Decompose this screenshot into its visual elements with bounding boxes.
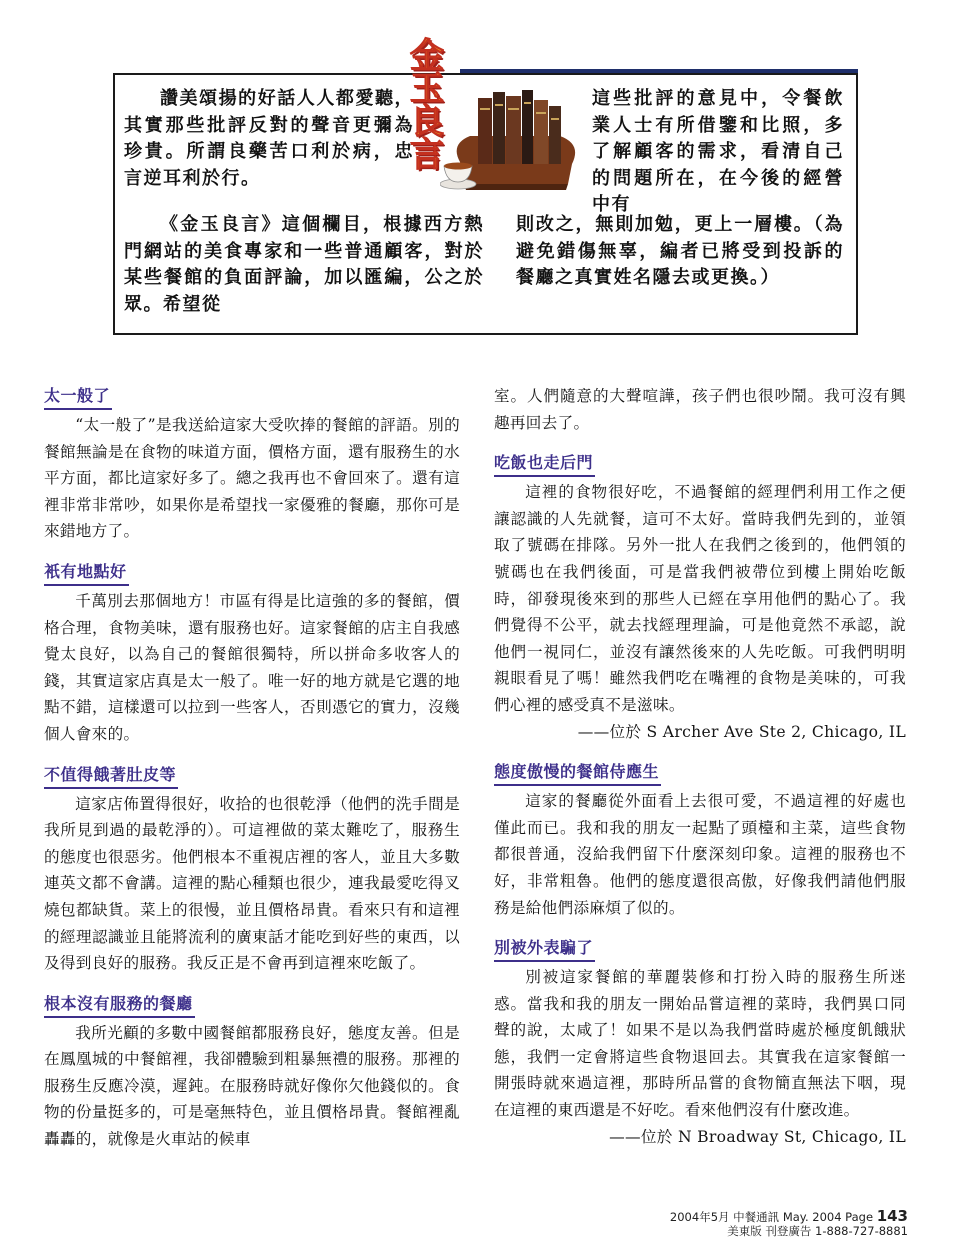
restaurant-address: ——位於 N Broadway St, Chicago, IL <box>609 1127 906 1146</box>
review-paragraph: 這家店佈置得很好，收拾的也很乾淨（他們的洗手間是我所見到過的最乾淨的）。可這裡做的菜太難吃了，服務生的態度也很惡劣。他們根本不重視店裡的客人，並且大多數連英文都不會講。這裡的點心種類也很少，連我最愛吃得叉燒包都缺貨。菜上的很慢，並且價格昂貴。看來只有和這裡的經理認識並且能將流利的廣東話才能吃到好些的東西，以及得到良好的服務。我反正是不會再到這裡來吃飯了。 <box>44 794 460 973</box>
review-heading: 根本沒有服務的餐廳 <box>44 993 195 1018</box>
page-number: 143 <box>876 1207 908 1225</box>
right-column <box>494 383 906 1164</box>
intro-paragraph-2: 《金玉良言》這個欄目，根據西方熱門網站的美食專家和一些普通顧客，對於某些餐館的負面評論，加以匯編，公之於眾。希望從 <box>124 214 484 315</box>
intro-paragraph-4: 則改之，無則加勉，更上一層樓。（為避免錯傷無辜，編者已將受到投訴的餐廳之真實姓名隱去或更換。） <box>516 214 844 288</box>
left-column <box>44 383 460 1167</box>
review-section <box>44 559 460 748</box>
logo-char-2: 玉 <box>410 69 444 109</box>
review-section <box>44 762 460 977</box>
review-paragraph: 這裡的食物很好吃，不過餐館的經理們利用工作之便讓認識的人先就餐，這可不太好。當時我們先到的，並領取了號碼在排隊。另外一批人在我們之後到的，他們領的號碼也在我們後面，可是當我們被帶位到樓上開始吃飯時，卻發現後來到的那些人已經在享用他們的點心了。我們覺得不公平，就去找經理理論，可是他竟然不承認，說他們一視同仁，並沒有讓然後來的人先吃飯。可我們明明親眼看見了嗎！雖然我們吃在嘴裡的食物是美味的，可我們心裡的感受真不是滋味。 <box>494 483 906 714</box>
review-paragraph: 我所光顧的多數中國餐館都服務良好，態度友善。但是在鳳凰城的中餐館裡，我卻體驗到粗暴無禮的服務。那裡的服務生反應冷漠，遲鈍。在服務時就好像你欠他錢似的。食物的份量挺多的，可是毫無特色，並且價格昂貴。餐館裡亂轟轟的，就像是火車站的候車 <box>44 1023 460 1149</box>
review-heading: 吃飯也走后門 <box>494 452 595 477</box>
review-continuation <box>494 383 906 436</box>
intro-text-right-bottom <box>516 212 844 292</box>
logo-char-1: 金 <box>410 36 444 76</box>
review-paragraph: 室。人們隨意的大聲喧譁，孩子們也很吵鬧。我可沒有興趣再回去了。 <box>494 387 906 432</box>
review-section <box>494 935 906 1150</box>
review-section <box>44 991 460 1153</box>
footer-issue-text: 2004年5月 中餐通訊 May. 2004 Page <box>669 1210 874 1224</box>
intro-text-right-top <box>592 86 844 219</box>
review-section <box>494 759 906 921</box>
review-heading: 不值得餓著肚皮等 <box>44 764 178 789</box>
review-paragraph: “太一般了”是我送給這家大受吹捧的餐館的評語。別的餐館無論是在食物的味道方面，價格方面，還有服務生的水平方面，都比這家好多了。總之我再也不會回來了。還有這裡非常非常吵，如果你是希望找一家優雅的餐廳，那你可是來錯地方了。 <box>44 416 460 541</box>
footer-issue-line <box>670 1209 908 1224</box>
intro-paragraph-3: 這些批評的意見中，令餐飲業人士有所借鑒和比照，多了解顧客的需求，看清自己的問題所在，在今後的經營中有 <box>592 88 844 215</box>
review-heading: 衹有地點好 <box>44 561 129 586</box>
review-heading: 別被外表騙了 <box>494 937 595 962</box>
review-heading: 態度傲慢的餐館侍應生 <box>494 761 661 786</box>
logo-char-3: 良 <box>410 102 444 142</box>
intro-text-left-top <box>124 86 414 192</box>
review-paragraph: 別被這家餐館的華麗裝修和打扮入時的服務生所迷惑。當我和我的朋友一開始品嘗這裡的菜時，我們異口同聲的說，太咸了！如果不是以為我們當時處於極度飢餓狀態，我們一定會將這些食物退回去。其實我在這家餐館一開張時就來過這裡，那時所品嘗的食物簡直無法下咽，現在這裡的東西還是不好吃。看來他們沒有什麼改進。 <box>494 968 906 1120</box>
review-heading: 太一般了 <box>44 385 112 410</box>
intro-text-left-bottom <box>124 212 484 318</box>
review-paragraph: 這家的餐廳從外面看上去很可愛，不過這裡的好處也僅此而已。我和我的朋友一起點了頭檯和主菜，這些食物都很普通，沒給我們留下什麼深刻印象。這裡的服務也不好，非常粗魯。他們的態度還很高傲，好像我們請他們服務是給他們添麻煩了似的。 <box>494 792 906 917</box>
review-section <box>44 383 460 545</box>
books-teacup-illustration <box>440 84 590 196</box>
intro-paragraph-1: 讚美頌揚的好話人人都愛聽，其實那些批評反對的聲音更彌為珍貴。所謂良藥苦口利於病，忠言逆耳利於行。 <box>124 88 414 189</box>
page-footer <box>670 1209 908 1238</box>
restaurant-address: ——位於 S Archer Ave Ste 2, Chicago, IL <box>577 722 906 741</box>
logo-char-4: 言 <box>410 135 444 175</box>
review-section <box>494 450 906 745</box>
review-paragraph: 千萬別去那個地方！市區有得是比這強的多的餐館，價格合理，食物美味，還有服務也好。這家餐館的店主自我感覺太良好，以為自己的餐館很獨特，所以拼命多收客人的錢，其實這家店真是太一般了。唯一好的地方就是它選的地點不錯，這樣還可以拉到一些客人，否則憑它的實力，沒幾個人會來的。 <box>44 591 460 743</box>
footer-ad-line: 美東版 刊登廣告 1-888-727-8881 <box>727 1224 908 1238</box>
